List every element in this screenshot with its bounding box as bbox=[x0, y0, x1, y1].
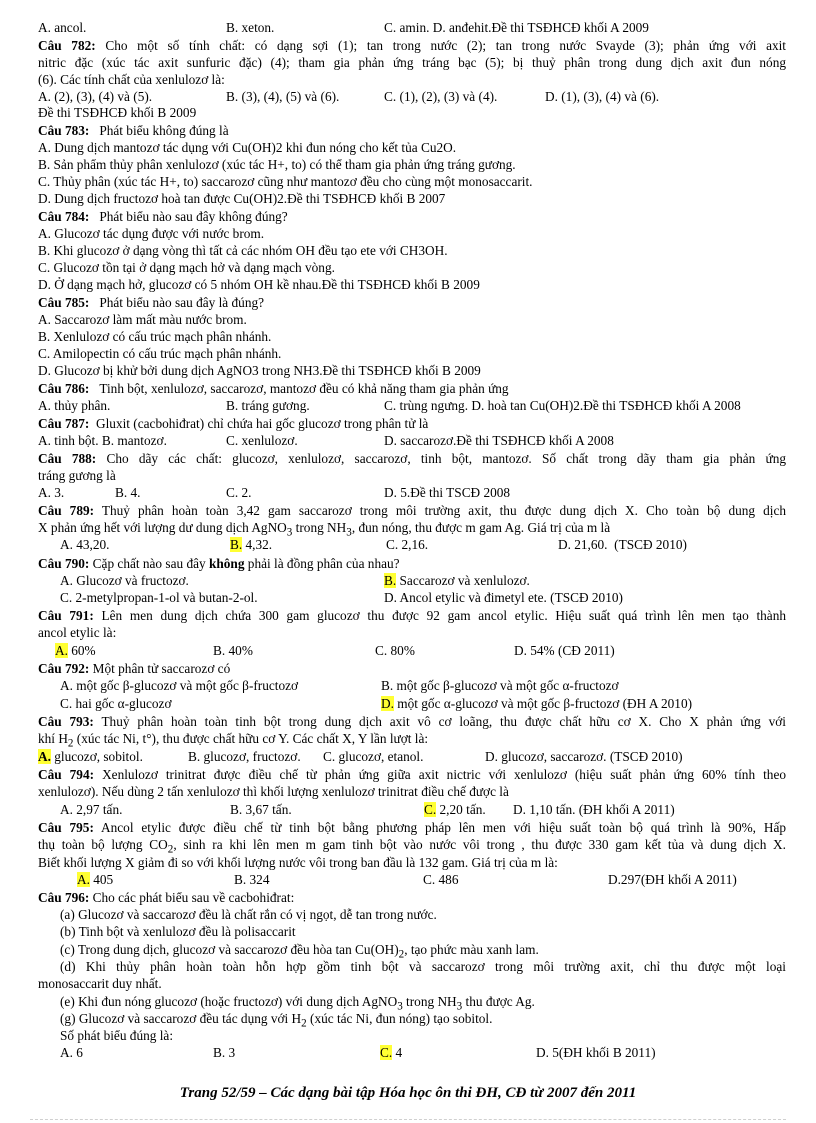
question-text: thụ toàn bộ lượng $CO_2$, sinh ra khi lên men m gam tinh bột vào nước vôi trong , thu được 330 gam kết tủa và dung dịch X. bbox=[38, 837, 786, 856]
question-794: Câu 794: Xenlulozơ trinitrat được điều chế từ phản ứng giữa axit nictric với xenlulozơ (hiệu suất phản ứng 60% tính theo bbox=[38, 767, 787, 782]
answer-d: D. 1,10 tấn. (ĐH khối A 2011) bbox=[513, 802, 675, 817]
answer-d: D. Dung dịch fructozơ hoà tan được Cu(OH)2.Đề thi TSĐHCĐ khối B 2007 bbox=[38, 191, 446, 206]
question-789: Câu 789: Thuỷ phân hoàn toàn 3,42 gam saccarozơ trong môi trường axit, thu được dung dịch X. Cho toàn bộ dung dịch bbox=[38, 503, 786, 518]
answer-a: A. ancol. bbox=[38, 20, 87, 35]
answer-cd: C. amin. D. anđehit.Đề thi TSĐHCĐ khối A 2009 bbox=[384, 20, 649, 35]
source-note: Đề thi TSĐHCĐ khối B 2009 bbox=[38, 105, 197, 120]
question-text: nitric đặc (xúc tác axit sunfuric đặc) (4); tham gia phản ứng tráng bạc (5); bị thuỷ phân trong dung dịch axit đun nóng bbox=[38, 55, 786, 70]
question-text: khí $H_2$ (xúc tác Ni, t°), thu được chất hữu cơ Y. Các chất X, Y lần lượt là: bbox=[38, 731, 429, 750]
answer-b: B. Khi glucozơ ở dạng vòng thì tất cả các nhóm OH đều tạo ete với CH3OH. bbox=[38, 243, 448, 258]
question-795: Câu 795: Ancol etylic được điều chế từ tinh bột bằng phương pháp lên men với hiệu suất toàn bộ quá trình là 90%, Hấp bbox=[38, 820, 787, 835]
answer-a: A. Glucozơ và fructozơ. bbox=[60, 573, 189, 588]
answer-b: B. 4. bbox=[115, 485, 141, 500]
answer-a: A. Dung dịch mantozơ tác dụng với Cu(OH)2 khi đun nóng cho kết tủa Cu2O. bbox=[38, 140, 457, 155]
question-787: Câu 787: Gluxit (cacbohiđrat) chỉ chứa hai gốc glucozơ trong phân tử là bbox=[38, 416, 429, 431]
answer-d: D. 21,60. (TSCĐ 2010) bbox=[558, 537, 687, 552]
question-prompt: Số phát biểu đúng là: bbox=[60, 1028, 174, 1043]
answer-d: D. Ở dạng mạch hở, glucozơ có 5 nhóm OH kề nhau.Đề thi TSĐHCĐ khối B 2009 bbox=[38, 277, 480, 292]
answer-c: C. 2,20 tấn. bbox=[424, 802, 486, 817]
answer-d: D. Glucozơ bị khử bởi dung dịch AgNO3 trong NH3.Đề thi TSĐHCĐ khối B 2009 bbox=[38, 363, 481, 378]
question-785: Câu 785: Phát biểu nào sau đây là đúng? bbox=[38, 295, 265, 310]
answer-a: A. 43,20. bbox=[60, 537, 110, 552]
answer-a: A. 405 bbox=[77, 872, 114, 887]
question-text: Biết khối lượng X giảm đi so với khối lượng nước vôi trong ban đầu là 132 gam. Giá trị của m là: bbox=[38, 855, 558, 870]
answer-b: B. 40% bbox=[213, 643, 253, 658]
answer-d: D.297(ĐH khối A 2011) bbox=[608, 872, 737, 887]
question-text: tráng gương là bbox=[38, 468, 116, 483]
answer-a: A. Glucozơ tác dụng được với nước brom. bbox=[38, 226, 265, 241]
answer-ab: A. tinh bột. B. mantozơ. bbox=[38, 433, 167, 448]
answer-b: B. Xenlulozơ có cấu trúc mạch phân nhánh. bbox=[38, 329, 272, 344]
answer-c: C. glucozơ, etanol. bbox=[323, 749, 424, 764]
question-text: X phản ứng hết với lượng dư dung dịch AgNO$_3$ trong $NH_3$, đun nóng, thu được m gam Ag. Giá trị của m là bbox=[38, 520, 611, 539]
answer-a: A. 2,97 tấn. bbox=[60, 802, 123, 817]
answer-b: B. 4,32. bbox=[230, 537, 273, 552]
question-791: Câu 791: Lên men dung dịch chứa 300 gam glucozơ thu được 92 gam ancol etylic. Hiệu suất quá trình lên men tạo thành bbox=[38, 608, 787, 623]
question-793: Câu 793: Thuỷ phân hoàn toàn tinh bột trong dung dịch axit vô cơ loãng, thu được chất hữu cơ X. Cho X phản ứng với bbox=[38, 714, 786, 729]
answer-highlight: D. bbox=[381, 696, 394, 711]
answer-b: B. 3 bbox=[213, 1045, 236, 1060]
answer-b: B. 3,67 tấn. bbox=[230, 802, 292, 817]
page-footer: Trang 52/59 – Các dạng bài tập Hóa học ôn thi ĐH, CĐ từ 2007 đến 2011 bbox=[179, 1085, 637, 1101]
answer-c: C. Glucozơ tồn tại ở dạng mạch hở và dạng mạch vòng. bbox=[38, 260, 335, 275]
question-790: Câu 790: Cặp chất nào sau đây không phải là đồng phân của nhau? bbox=[38, 556, 400, 571]
statement-a: (a) Glucozơ và saccarozơ đều là chất rắn có vị ngọt, dễ tan trong nước. bbox=[60, 907, 437, 922]
answer-c: C. 2. bbox=[226, 485, 252, 500]
answer-cd: C. trùng ngưng. D. hoà tan Cu(OH)2.Đề thi TSĐHCĐ khối A 2008 bbox=[384, 398, 741, 413]
answer-d: D. 5(ĐH khối B 2011) bbox=[536, 1045, 656, 1060]
answer-c: C. Thủy phân (xúc tác H+, to) saccarozơ cũng như mantozơ đều cho cùng một monosaccarit. bbox=[38, 174, 533, 189]
answer-a: A. một gốc β-glucozơ và một gốc β-fructozơ bbox=[60, 678, 299, 693]
answer-b: B. 324 bbox=[234, 872, 270, 887]
answer-c: C. hai gốc α-glucozơ bbox=[60, 696, 172, 711]
question-text: (6). Các tính chất của xenlulozơ là: bbox=[38, 72, 225, 87]
footer-divider bbox=[30, 1119, 786, 1120]
answer-a: A. Saccarozơ làm mất màu nước brom. bbox=[38, 312, 247, 327]
question-792: Câu 792: Một phân tử saccarozơ có bbox=[38, 661, 231, 676]
answer-b: B. xeton. bbox=[226, 20, 275, 35]
answer-a: A. thủy phân. bbox=[38, 398, 111, 413]
answer-d: D. (1), (3), (4) và (6). bbox=[545, 89, 660, 104]
statement-e: (e) Khi đun nóng glucozơ (hoặc fructozơ) với dung dịch AgNO$_3$ trong $NH_3$ thu được Ag. bbox=[60, 994, 535, 1013]
question-784: Câu 784: Phát biểu nào sau đây không đúng? bbox=[38, 209, 288, 224]
answer-highlight: C. bbox=[380, 1045, 393, 1060]
answer-c: C. 80% bbox=[375, 643, 415, 658]
question-788: Câu 788: Cho dãy các chất: glucozơ, xenlulozơ, saccarozơ, tinh bột, mantozơ. Số chất trong dãy tham gia phản ứng bbox=[38, 451, 787, 466]
answer-highlight: A. bbox=[55, 643, 68, 658]
statement-b: (b) Tinh bột và xenlulozơ đều là polisaccarit bbox=[60, 924, 296, 939]
statement-d: (d) Khi thủy phân hoàn toàn hỗn hợp gồm tinh bột và saccarozơ trong môi trường axit, chỉ thu được một loại bbox=[60, 959, 786, 974]
answer-c: C. 4 bbox=[380, 1045, 403, 1060]
answer-c: C. xenlulozơ. bbox=[226, 433, 298, 448]
answer-b: B. Sản phẩm thủy phân xenlulozơ (xúc tác H+, to) có thể tham gia phản ứng tráng gương. bbox=[38, 157, 516, 172]
question-text: ancol etylic là: bbox=[38, 625, 117, 640]
answer-d: D. một gốc α-glucozơ và một gốc β-fructozơ (ĐH A 2010) bbox=[381, 696, 693, 711]
answer-c: C. 2,16. bbox=[386, 537, 429, 552]
answer-highlight: B. bbox=[230, 537, 243, 552]
answer-b: B. (3), (4), (5) và (6). bbox=[226, 89, 340, 104]
answer-c: C. Amilopectin có cấu trúc mạch phân nhánh. bbox=[38, 346, 282, 361]
answer-highlight: A. bbox=[77, 872, 90, 887]
answer-a: A. glucozơ, sobitol. bbox=[38, 749, 143, 764]
source-note: Đề thi TSĐHCĐ khối A 2009 bbox=[491, 20, 649, 35]
answer-b: B. glucozơ, fructozơ. bbox=[188, 749, 301, 764]
answer-b: B. tráng gương. bbox=[226, 398, 310, 413]
statement-c: (c) Trong dung dịch, glucozơ và saccarozơ đều hòa $\tan Cu(OH)_2$, tạo phức màu xanh lam. bbox=[60, 942, 539, 961]
question-786: Câu 786: Tinh bột, xenlulozơ, saccarozơ, mantozơ đều có khả năng tham gia phản ứng bbox=[38, 381, 509, 396]
question-text: xenlulozơ). Nếu dùng 2 tấn xenlulozơ thì khối lượng xenlulozơ trinitrat điều chế được là bbox=[38, 784, 509, 799]
answer-c: C. 486 bbox=[423, 872, 459, 887]
question-783: Câu 783: Phát biểu không đúng là bbox=[38, 123, 229, 138]
answer-a: A. 6 bbox=[60, 1045, 83, 1060]
answer-a: A. 3. bbox=[38, 485, 65, 500]
answer-c: C. 2-metylpropan-1-ol và butan-2-ol. bbox=[60, 590, 258, 605]
answer-highlight: B. bbox=[384, 573, 397, 588]
statement-g: (g) Glucozơ và saccarozơ đều tác dụng với $H_2$ (xúc tác Ni, đun nóng) tạo sobitol. bbox=[60, 1011, 493, 1030]
answer-highlight: A. bbox=[38, 749, 51, 764]
answer-d: D. glucozơ, saccarozơ. (TSCĐ 2010) bbox=[485, 749, 683, 764]
answer-d: D. saccarozơ.Đề thi TSĐHCĐ khối A 2008 bbox=[384, 433, 614, 448]
answer-b: B. Saccarozơ và xenlulozơ. bbox=[384, 573, 530, 588]
answer-a: A. (2), (3), (4) và (5). bbox=[38, 89, 153, 104]
answer-d: D. 5.Đề thi TSCĐ 2008 bbox=[384, 485, 511, 500]
question-782: Câu 782: Cho một số tính chất: có dạng sợi (1); tan trong nước (2); tan trong nước Svayde (3); phản ứng với axit bbox=[38, 38, 787, 53]
answer-d: D. Ancol etylic và đimetyl ete. (TSCĐ 2010) bbox=[384, 590, 623, 605]
answer-a: A. 60% bbox=[55, 643, 96, 658]
answer-c: C. (1), (2), (3) và (4). bbox=[384, 89, 498, 104]
answer-b: B. một gốc β-glucozơ và một gốc α-fructozơ bbox=[381, 678, 619, 693]
answer-highlight: C. bbox=[424, 802, 437, 817]
statement-d-cont: monosaccarit duy nhất. bbox=[38, 976, 162, 991]
question-796: Câu 796: Cho các phát biểu sau về cacbohiđrat: bbox=[38, 890, 295, 905]
answer-d: D. 54% (CĐ 2011) bbox=[514, 643, 615, 658]
